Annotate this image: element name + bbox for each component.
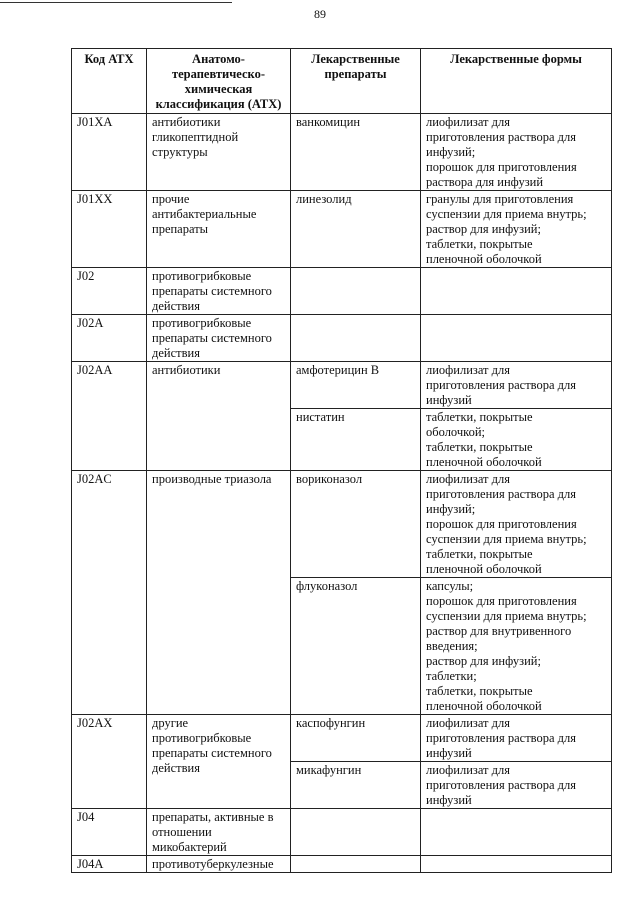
code-cell: J01XA: [72, 114, 147, 191]
code-cell: J02AA: [72, 362, 147, 471]
table-row: [72, 809, 612, 856]
code-cell: J04A: [72, 856, 147, 873]
drug-cell: [291, 856, 421, 873]
forms-cell: лиофилизат для приготовления раствора для инфузий: [421, 715, 612, 762]
drug-cell: [291, 315, 421, 362]
header-code: Код АТХ: [72, 49, 147, 114]
drug-cell: нистатин: [291, 409, 421, 471]
code-cell: J04: [72, 809, 147, 856]
drug-cell: амфотерицин В: [291, 362, 421, 409]
code-cell: J02AX: [72, 715, 147, 809]
classification-cell: препараты, активные в отношении микобактерий: [147, 809, 291, 856]
forms-cell: [421, 315, 612, 362]
classification-cell: производные триазола: [147, 471, 291, 715]
atc-table: [71, 48, 612, 873]
table-row: [72, 856, 612, 873]
forms-cell: гранулы для приготовления суспензии для приема внутрь; раствор для инфузий; таблетки, покрытые пленочной оболочкой: [421, 191, 612, 268]
forms-cell: лиофилизат для приготовления раствора для инфузий; порошок для приготовления раствора для инфузий: [421, 114, 612, 191]
table-row: [72, 315, 612, 362]
classification-cell: прочие антибактериальные препараты: [147, 191, 291, 268]
code-cell: J02AC: [72, 471, 147, 715]
forms-cell: лиофилизат для приготовления раствора для инфузий; порошок для приготовления суспензии для приема внутрь; таблетки, покрытые пленочной оболочкой: [421, 471, 612, 578]
forms-cell: [421, 856, 612, 873]
drug-cell: линезолид: [291, 191, 421, 268]
forms-cell: капсулы; порошок для приготовления суспензии для приема внутрь; раствор для внутривенного введения; раствор для инфузий; таблетки; таблетки, покрытые пленочной оболочкой: [421, 578, 612, 715]
table-header-row: [72, 49, 612, 114]
table-row: [72, 114, 612, 191]
forms-cell: [421, 268, 612, 315]
drug-cell: вориконазол: [291, 471, 421, 578]
drug-cell: [291, 268, 421, 315]
table-row: [72, 191, 612, 268]
table-row: [72, 362, 612, 409]
forms-cell: таблетки, покрытые оболочкой; таблетки, покрытые пленочной оболочкой: [421, 409, 612, 471]
table-row: [72, 715, 612, 762]
code-cell: J01XX: [72, 191, 147, 268]
classification-cell: противогрибковые препараты системного действия: [147, 315, 291, 362]
classification-cell: противогрибковые препараты системного действия: [147, 268, 291, 315]
code-cell: J02: [72, 268, 147, 315]
code-cell: J02A: [72, 315, 147, 362]
drug-cell: микафунгин: [291, 762, 421, 809]
forms-cell: лиофилизат для приготовления раствора для инфузий: [421, 762, 612, 809]
drug-cell: флуконазол: [291, 578, 421, 715]
header-forms: Лекарственные формы: [421, 49, 612, 114]
header-classification: Анатомо- терапевтическо- химическая классификация (АТХ): [147, 49, 291, 114]
header-drugs: Лекарственные препараты: [291, 49, 421, 114]
top-rule: [0, 2, 232, 3]
classification-cell: другие противогрибковые препараты системного действия: [147, 715, 291, 809]
forms-cell: лиофилизат для приготовления раствора для инфузий: [421, 362, 612, 409]
drug-cell: ванкомицин: [291, 114, 421, 191]
drug-cell: каспофунгин: [291, 715, 421, 762]
classification-cell: антибиотики: [147, 362, 291, 471]
classification-cell: антибиотики гликопептидной структуры: [147, 114, 291, 191]
drug-cell: [291, 809, 421, 856]
classification-cell: противотуберкулезные: [147, 856, 291, 873]
table-row: [72, 471, 612, 578]
table-row: [72, 268, 612, 315]
forms-cell: [421, 809, 612, 856]
page-number: 89: [314, 7, 326, 21]
